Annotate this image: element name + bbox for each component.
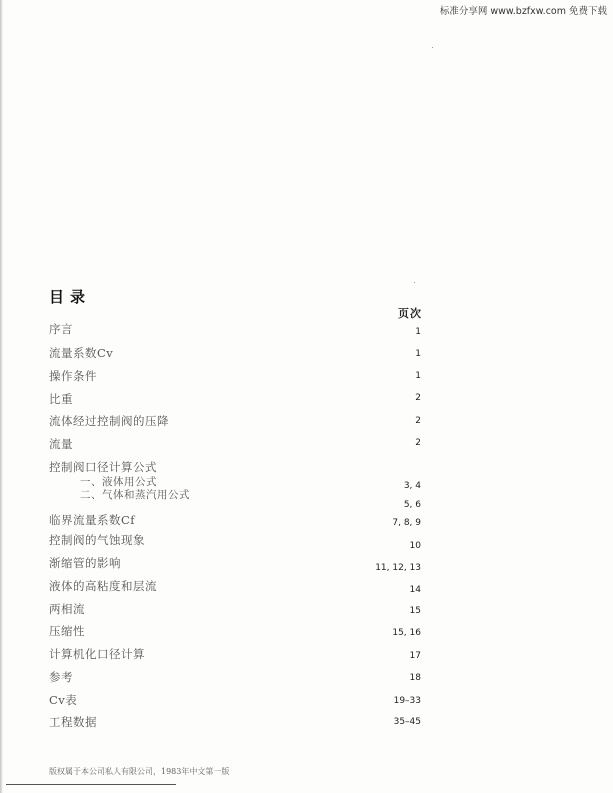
toc-entry-label: 渐缩管的影响 <box>49 556 121 570</box>
toc-entry-page: 1 <box>415 349 421 359</box>
toc-entry-page: 35–45 <box>393 717 421 727</box>
page-column-header: 页次 <box>398 307 422 320</box>
toc-entry-page: 2 <box>415 438 421 448</box>
toc-entry-page: 18 <box>409 673 421 683</box>
scan-speck <box>414 282 415 283</box>
toc-entry-label: 控制阀口径计算公式 <box>49 460 157 474</box>
scan-edge <box>0 0 3 793</box>
toc-entry-label: Cv表 <box>49 693 78 707</box>
toc-entry-page: 17 <box>409 651 421 661</box>
watermark: 标准分享网 www.bzfxw.com 免费下载 <box>439 6 607 17</box>
toc-subentry-label: 二、气体和蒸汽用公式 <box>80 489 190 501</box>
toc-entry-label: 工程数据 <box>49 715 97 729</box>
toc-entry-label: 参考 <box>49 670 73 684</box>
toc-entry-label: 流量 <box>49 437 73 451</box>
toc-subentry-label: 一、液体用公式 <box>80 476 157 488</box>
toc-entry-label: 临界流量系数Cf <box>49 513 136 527</box>
toc-title: 目录 <box>49 288 92 306</box>
toc-entry-page: 2 <box>415 393 421 403</box>
toc-entry-label: 控制阀的气蚀现象 <box>49 533 145 547</box>
toc-entry-page: 1 <box>415 371 421 381</box>
toc-entry-label: 流体经过控制阀的压降 <box>49 414 169 428</box>
toc-entry-label: 操作条件 <box>49 369 97 383</box>
toc-entry-label: 流量系数Cv <box>49 346 114 360</box>
toc-entry-page: 5, 6 <box>403 500 421 510</box>
footer-rule <box>6 784 176 785</box>
toc-entry-label: 序言 <box>49 322 73 336</box>
toc-entry-page: 19–33 <box>393 696 421 706</box>
toc-entry-page: 1 <box>415 327 421 337</box>
toc-entry-page: 10 <box>409 541 421 551</box>
toc-entry-label: 比重 <box>49 392 73 406</box>
toc-entry-label: 两相流 <box>49 602 85 616</box>
copyright-footer: 版权属于本公司私人有限公司，1983年中文第一版 <box>49 767 230 776</box>
toc-entry-page: 15, 16 <box>392 628 421 638</box>
toc-entry-label: 压缩性 <box>49 624 85 638</box>
toc-entry-label: 液体的高粘度和层流 <box>49 579 157 593</box>
scan-speck <box>432 47 433 48</box>
toc-entry-label: 计算机化口径计算 <box>49 647 145 661</box>
toc-entry-page: 15 <box>409 606 421 616</box>
toc-entry-page: 7, 8, 9 <box>392 518 421 528</box>
toc-entry-page: 14 <box>409 585 421 595</box>
toc-entry-page: 2 <box>415 416 421 426</box>
toc-entry-page: 3, 4 <box>403 481 421 491</box>
toc-entry-page: 11, 12, 13 <box>375 563 421 573</box>
